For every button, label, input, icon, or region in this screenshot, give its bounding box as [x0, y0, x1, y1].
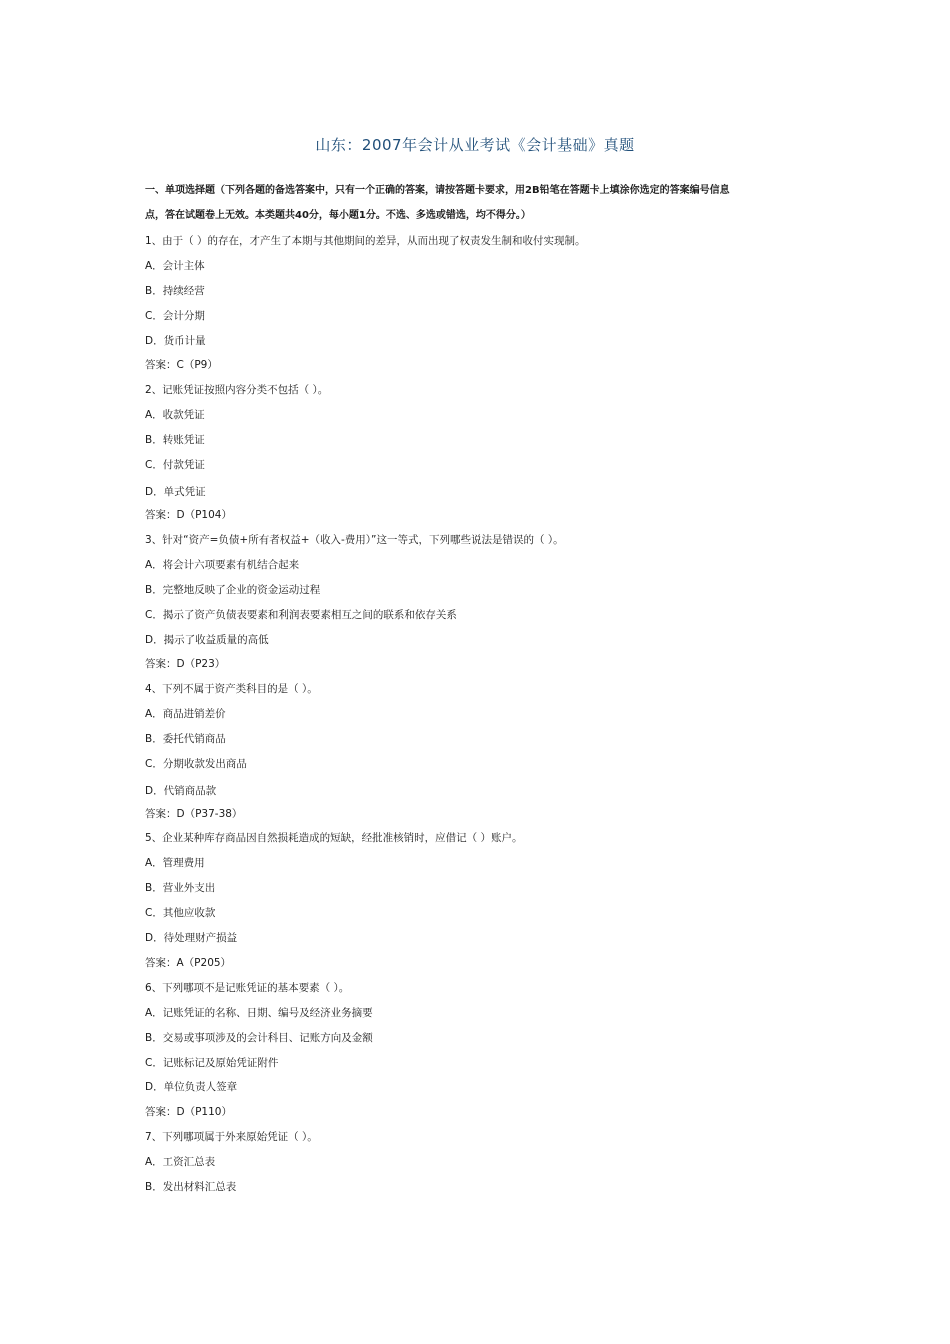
- section-heading-line-1: 一、单项选择题（下列各题的备选答案中，只有一个正确的答案，请按答题卡要求，用2B铅笔在答题卡上填涂你选定的答案编号信息: [145, 185, 730, 196]
- question-option: B．持续经营: [145, 285, 205, 297]
- question-option: C．分期收款发出商品: [145, 758, 247, 770]
- question-option: A．记账凭证的名称、日期、编号及经济业务摘要: [145, 1007, 373, 1019]
- question-answer: 答案：D（P110）: [145, 1106, 232, 1118]
- question-option: C．付款凭证: [145, 459, 205, 471]
- question-option: B．交易或事项涉及的会计科目、记账方向及金额: [145, 1032, 373, 1044]
- question-option: A．收款凭证: [145, 409, 205, 421]
- question-stem: 1、由于（ ）的存在，才产生了本期与其他期间的差异，从而出现了权责发生制和收付实现制。: [145, 235, 586, 247]
- question-option: C．其他应收款: [145, 907, 216, 919]
- section-heading-line-2: 点，答在试题卷上无效。本类题共40分，每小题1分。不选、多选或错选，均不得分。）: [145, 210, 531, 221]
- question-answer: 答案：D（P104）: [145, 509, 232, 521]
- question-option: D．货币计量: [145, 335, 206, 347]
- question-option: A．工资汇总表: [145, 1156, 216, 1168]
- question-option: D．代销商品款: [145, 785, 217, 797]
- question-option: A．商品进销差价: [145, 708, 226, 720]
- question-option: D．待处理财产损益: [145, 932, 238, 944]
- question-option: A．管理费用: [145, 857, 205, 869]
- question-option: A．将会计六项要素有机结合起来: [145, 559, 300, 571]
- question-option: C．记账标记及原始凭证附件: [145, 1057, 279, 1069]
- question-stem: 3、针对“资产=负债+所有者权益+（收入-费用）”这一等式，下列哪些说法是错误的（ ）。: [145, 534, 564, 546]
- question-answer: 答案：C（P9）: [145, 359, 218, 371]
- question-option: B．发出材料汇总表: [145, 1181, 237, 1193]
- question-option: D．单位负责人签章: [145, 1081, 238, 1093]
- question-answer: 答案：A（P205）: [145, 957, 232, 969]
- question-option: B．营业外支出: [145, 882, 216, 894]
- question-stem: 2、记账凭证按照内容分类不包括（ ）。: [145, 384, 329, 396]
- question-option: A．会计主体: [145, 260, 205, 272]
- question-option: C．会计分期: [145, 310, 205, 322]
- question-option: B．完整地反映了企业的资金运动过程: [145, 584, 321, 596]
- question-stem: 4、下列不属于资产类科目的是（ ）。: [145, 683, 318, 695]
- question-stem: 5、企业某种库存商品因自然损耗造成的短缺，经批准核销时，应借记（ ）账户。: [145, 832, 523, 844]
- question-option: D．单式凭证: [145, 486, 206, 498]
- question-option: B．委托代销商品: [145, 733, 226, 745]
- question-stem: 6、下列哪项不是记账凭证的基本要素（ ）。: [145, 982, 350, 994]
- question-stem: 7、下列哪项属于外来原始凭证（ ）。: [145, 1131, 318, 1143]
- question-option: B．转账凭证: [145, 434, 205, 446]
- question-answer: 答案：D（P37-38）: [145, 808, 243, 820]
- question-option: C．揭示了资产负债表要素和利润表要素相互之间的联系和依存关系: [145, 609, 457, 621]
- page-title: 山东：2007年会计从业考试《会计基础》真题: [315, 136, 635, 154]
- question-answer: 答案：D（P23）: [145, 658, 226, 670]
- question-option: D．揭示了收益质量的高低: [145, 634, 269, 646]
